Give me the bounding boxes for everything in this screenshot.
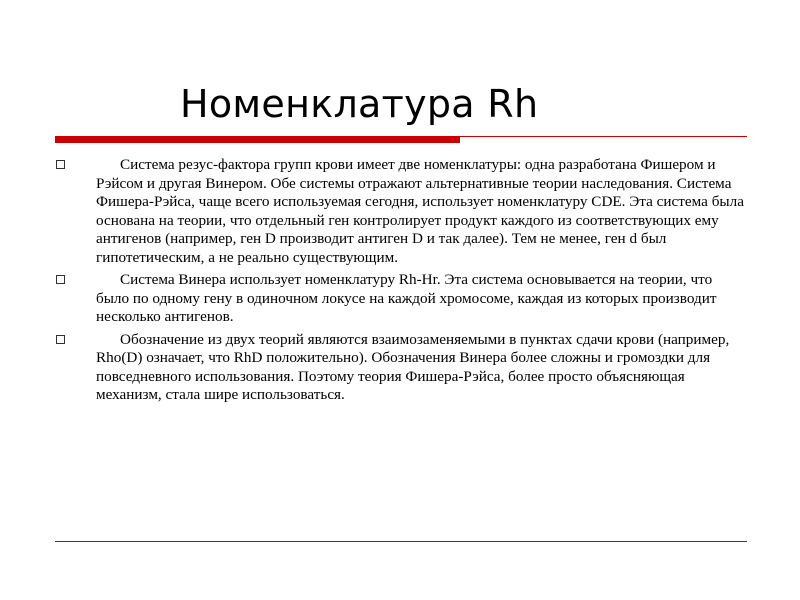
square-bullet-icon bbox=[56, 160, 65, 169]
bullet-text: Система Винера использует номенклатуру Rh-Hr. Эта система основывается на теории, что было по одному гену в одиночном локусе на каждой хромосоме, каждая из которых производит несколько антигенов. bbox=[96, 271, 717, 325]
bullet-list bbox=[54, 156, 744, 409]
bullet-item bbox=[54, 271, 744, 327]
bullet-item bbox=[54, 156, 744, 267]
square-bullet-icon bbox=[56, 275, 65, 284]
footer-divider bbox=[55, 541, 747, 542]
bullet-text: Система резус-фактора групп крови имеет две номенклатуры: одна разработана Фишером и Рэйсом и другая Винером. Обе системы отражают альтернативные теории наследования. Система Фишера-Рэйса, чаще всего используемая сегодня, использует номенклатуру CDE. Эта система была основана на теории, что отдельный ген контролирует продукт каждого из соответствующих ему антигенов (например, ген D производит антиген D и так далее). Тем не менее, ген d был гипотетическим, а не реально существующим. bbox=[96, 156, 744, 266]
square-bullet-icon bbox=[56, 335, 65, 344]
bullet-text: Обозначение из двух теорий являются взаимозаменяемыми в пунктах сдачи крови (например, Rho(D) означает, что RhD положительно). Обозначения Винера более сложны и громоздки для повседневного использования. Поэтому теория Фишера-Рэйса, более просто объясняющая механизм, стала шире использоваться. bbox=[96, 330, 730, 403]
slide-title: Номенклатура Rh bbox=[180, 82, 539, 126]
title-underline-thin bbox=[460, 136, 747, 137]
title-underline-thick bbox=[55, 136, 460, 143]
bullet-item bbox=[54, 331, 744, 405]
